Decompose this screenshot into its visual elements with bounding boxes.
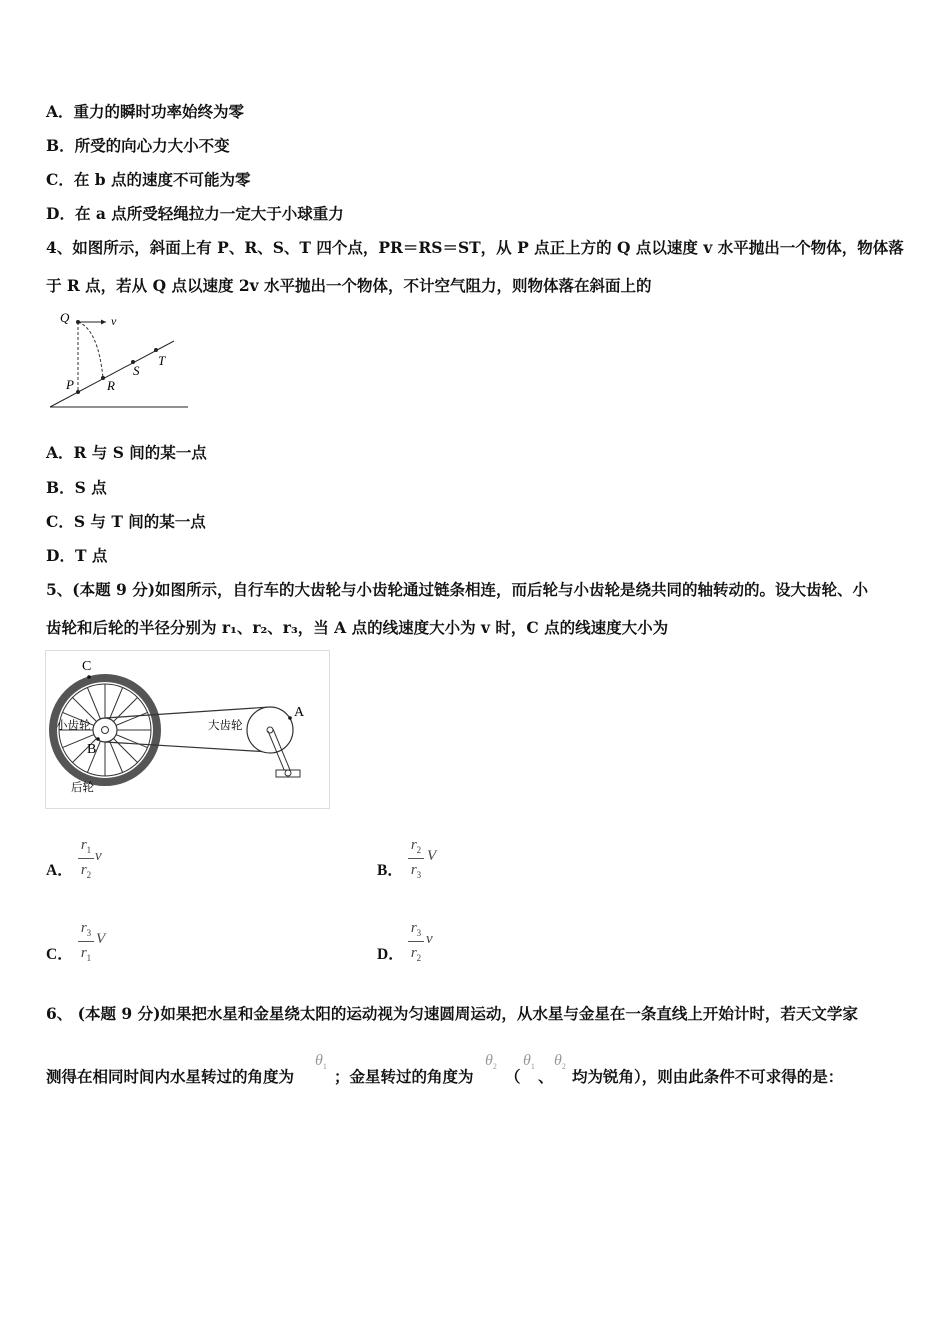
q4-stem-line1: 4、如图所示，斜面上有 P、R、S、T 四个点，PR＝RS＝ST，从 P 点正上方的 Q 点以速度 v 水平抛出一个物体，物体落 [46,238,904,257]
q6-theta2-inline: $\theta_2$ [554,1052,566,1072]
q5-label-big-gear: 大齿轮 [208,720,243,732]
q5-option-d-label: D． [377,946,404,963]
q6-theta1: $\theta_1$ [315,1052,327,1072]
q4-label-s: S [133,363,140,378]
q4-option-d: D．T 点 [46,546,108,565]
q4-label-q: Q [60,310,70,325]
q3-option-b: B．所受的向心力大小不变 [46,136,230,155]
q4-option-c: C．S 与 T 间的某一点 [46,512,206,531]
q5-stem-line1: 5、(本题 9 分)如图所示，自行车的大齿轮与小齿轮通过链条相连，而后轮与小齿轮是绕共同的轴转动的。设大齿轮、小 [46,580,869,599]
q4-stem-line2: 于 R 点，若从 Q 点以速度 2v 水平抛出一个物体，不计空气阻力，则物体落在斜面上的 [46,276,652,295]
q6-stem-part4: 、 [538,1067,554,1086]
q5-bicycle-figure [45,650,330,810]
q4-label-p: P [66,377,74,392]
q6-stem-part3: （ [505,1067,521,1086]
q5-option-b-label: B． [377,862,403,879]
q5-label-b: B [87,742,97,757]
q4-option-a: A．R 与 S 间的某一点 [46,443,207,462]
q4-label-v: v [111,314,117,328]
q3-option-d: D．在 a 点所受轻绳拉力一定大于小球重力 [46,204,344,223]
q4-option-b: B．S 点 [46,478,107,497]
q6-theta1-inline: $\theta_1$ [523,1052,535,1072]
q6-stem-line1: 6、 (本题 9 分)如果把水星和金星绕太阳的运动视为匀速圆周运动，从水星与金星在一条直线上开始计时，若天文学家 [46,1004,858,1023]
q4-label-r: R [107,378,115,393]
q4-label-t: T [158,353,166,368]
q6-stem-part2: ；金星转过的角度为 [334,1067,474,1086]
q6-theta2: $\theta_2$ [485,1052,497,1072]
q3-option-c: C．在 b 点的速度不可能为零 [46,170,251,189]
q5-option-c-label: C． [46,946,73,963]
q5-label-rear-wheel: 后轮 [71,782,94,794]
q5-label-small-gear: 小齿轮 [56,720,91,732]
q6-stem-part1: 测得在相同时间内水星转过的角度为 [46,1067,295,1086]
q5-stem-line2: 齿轮和后轮的半径分别为 r₁、r₂、r₃，当 A 点的线速度大小为 v 时，C 点的线速度大小为 [46,618,669,637]
q4-incline-figure [46,305,196,413]
q5-label-c: C [82,659,92,674]
q5-option-a-label: A． [46,862,73,879]
q6-stem-part5: 均为锐角），则由此条件不可求得的是： [572,1067,844,1086]
q3-option-a: A．重力的瞬时功率始终为零 [46,102,245,121]
q5-label-a: A [294,705,305,720]
